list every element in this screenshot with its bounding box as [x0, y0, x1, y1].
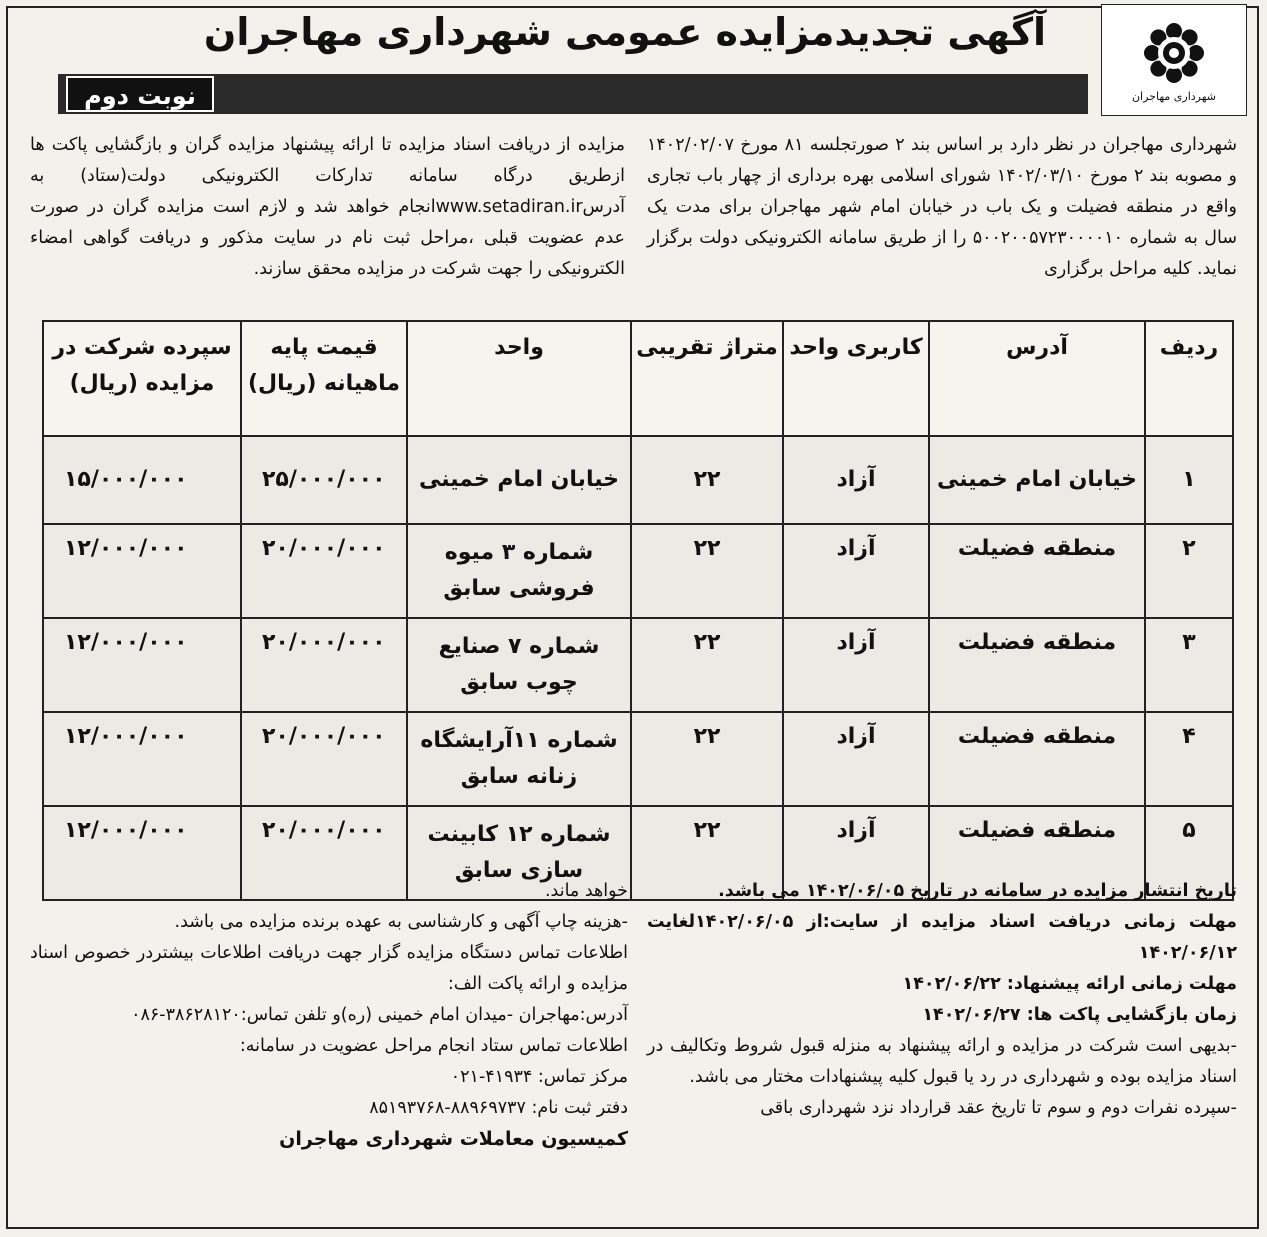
cell-base-price: ۲۰/۰۰۰/۰۰۰: [241, 712, 407, 806]
cell-deposit: ۱۲/۰۰۰/۰۰۰: [43, 618, 241, 712]
commission-signature: کمیسیون معاملات شهرداری مهاجران: [279, 1128, 628, 1150]
cell-usage: آزاد: [783, 436, 929, 524]
intro-left-text-cont: انجام خواهد شد و لازم است مزایده گران در صورت عدم عضویت قبلی ،مراحل ثبت نام در سایت مذکور و دریافت گواهی امضاء الکترونیکی را جهت شرکت در مزایده محقق سازند.: [30, 197, 625, 279]
cell-address: منطقه فضیلت: [929, 618, 1145, 712]
table-header-row: [43, 321, 1233, 436]
cell-deposit: ۱۲/۰۰۰/۰۰۰: [43, 806, 241, 900]
cell-usage: آزاد: [783, 806, 929, 900]
cell-row-number: ۴: [1145, 712, 1233, 806]
cell-area: ۲۲: [631, 806, 783, 900]
cell-unit: خیابان امام خمینی: [407, 436, 631, 524]
cell-address: منطقه فضیلت: [929, 806, 1145, 900]
terms-note: -بدیهی است شرکت در مزایده و ارائه پیشنهاد به منزله قبول شروط وتکالیف در اسناد مزایده بوده و شهرداری در رد یا قبول کلیه پیشنهادات مختار می باشد.: [647, 1036, 1237, 1087]
cell-unit: شماره ۱۱آرایشگاه زنانه سابق: [407, 712, 631, 806]
cell-deposit: ۱۲/۰۰۰/۰۰۰: [43, 524, 241, 618]
cell-address: منطقه فضیلت: [929, 524, 1145, 618]
intro-left-text: مزایده از دریافت اسناد مزایده تا ارائه پیشنهاد مزایده گران و بازگشایی پاکت ها ازطریق درگاه سامانه تدارکات الکترونیکی دولت(ستاد) به آدرس: [30, 135, 625, 217]
offer-deadline: مهلت زمانی ارائه پیشنهاد: ۱۴۰۲/۰۶/۲۲: [902, 974, 1237, 994]
documents-deadline: مهلت زمانی دریافت اسناد مزایده از سایت:از ۱۴۰۲/۰۶/۰۵لغایت ۱۴۰۲/۰۶/۱۲: [647, 912, 1237, 963]
cell-unit: شماره ۷ صنایع چوب سابق: [407, 618, 631, 712]
opening-time: زمان بازگشایی پاکت ها: ۱۴۰۲/۰۶/۲۷: [922, 1005, 1237, 1025]
cell-usage: آزاد: [783, 524, 929, 618]
cell-usage: آزاد: [783, 712, 929, 806]
contact-column: [30, 876, 628, 1155]
cell-area: ۲۲: [631, 618, 783, 712]
cell-area: ۲۲: [631, 524, 783, 618]
municipality-logo: [1101, 4, 1247, 116]
intro-paragraph-right: شهرداری مهاجران در نظر دارد بر اساس بند ۲ صورتجلسه ۸۱ مورخ ۱۴۰۲/۰۲/۰۷ و مصوبه بند ۲ مورخ ۱۴۰۲/۰۳/۱۰ شورای اسلامی بهره برداری از چهار باب تجاری واقع در منطقه فضیلت و یک باب در خیابان امام شهر مهاجران برای مدت یک سال به شماره ۵۰۰۲۰۰۵۷۲۳۰۰۰۰۱۰ را از طریق سامانه الکترونیکی دولت برگزار نماید. کلیه مراحل برگزاری: [647, 135, 1237, 279]
call-center: مرکز تماس: ۴۱۹۳۴-۰۲۱: [450, 1067, 628, 1087]
table-row: [43, 436, 1233, 524]
table-row: [43, 524, 1233, 618]
cell-deposit: ۱۲/۰۰۰/۰۰۰: [43, 712, 241, 806]
cell-row-number: ۱: [1145, 436, 1233, 524]
setad-contact-intro: اطلاعات تماس ستاد انجام مراحل عضویت در سامانه:: [239, 1036, 628, 1056]
header-base-price: قیمت پایه ماهیانه (ریال): [241, 321, 407, 436]
cell-base-price: ۲۰/۰۰۰/۰۰۰: [241, 524, 407, 618]
contact-intro: اطلاعات تماس دستگاه مزایده گزار جهت دریافت اطلاعات بیشتردر خصوص اسناد مزایده و ارائه پاکت الف:: [30, 943, 628, 994]
cell-area: ۲۲: [631, 712, 783, 806]
header-deposit: سپرده شرکت در مزایده (ریال): [43, 321, 241, 436]
cell-row-number: ۲: [1145, 524, 1233, 618]
cell-area: ۲۲: [631, 436, 783, 524]
cell-usage: آزاد: [783, 618, 929, 712]
intro-paragraph-left: [30, 130, 625, 285]
cell-row-number: ۵: [1145, 806, 1233, 900]
header-row-number: ردیف: [1145, 321, 1233, 436]
auction-items-table: [42, 320, 1234, 901]
cell-address: منطقه فضیلت: [929, 712, 1145, 806]
table-row: [43, 712, 1233, 806]
cell-address: خیابان امام خمینی: [929, 436, 1145, 524]
header-unit: واحد: [407, 321, 631, 436]
cell-unit: شماره ۳ میوه فروشی سابق: [407, 524, 631, 618]
registration-office: دفتر ثبت نام: ۸۸۹۶۹۷۳۷-۸۵۱۹۳۷۶۸: [369, 1098, 628, 1118]
schedule-column: [647, 876, 1237, 1124]
round-badge: نوبت دوم: [66, 76, 214, 112]
notice-title: آگهی تجدیدمزایده عمومی شهرداری مهاجران: [203, 10, 1047, 54]
cell-row-number: ۳: [1145, 618, 1233, 712]
contact-address: آدرس:مهاجران -میدان امام خمینی (ره)و تلفن تماس:۳۸۶۲۸۱۲۰-۰۸۶: [131, 1005, 628, 1025]
table-row: [43, 618, 1233, 712]
header-usage: کاربری واحد: [783, 321, 929, 436]
publish-date: تاریخ انتشار مزایده در سامانه در تاریخ ۱۴۰۲/۰۶/۰۵ می باشد.: [718, 881, 1237, 901]
cell-base-price: ۲۵/۰۰۰/۰۰۰: [241, 436, 407, 524]
cost-note: -هزینه چاپ آگهی و کارشناسی به عهده برنده مزایده می باشد.: [174, 912, 628, 932]
flower-logo-icon: [1139, 18, 1209, 88]
deposit-note-cont: خواهد ماند.: [544, 881, 628, 901]
cell-unit: شماره ۱۲ کابینت سازی سابق: [407, 806, 631, 900]
setad-url: www.setadiran.ir: [435, 197, 583, 217]
header-address: آدرس: [929, 321, 1145, 436]
cell-deposit: ۱۵/۰۰۰/۰۰۰: [43, 436, 241, 524]
cell-base-price: ۲۰/۰۰۰/۰۰۰: [241, 618, 407, 712]
cell-base-price: ۲۰/۰۰۰/۰۰۰: [241, 806, 407, 900]
header-area: متراژ تقریبی: [631, 321, 783, 436]
logo-caption: شهرداری مهاجران: [1131, 89, 1217, 103]
deposit-note: -سپرده نفرات دوم و سوم تا تاریخ عقد قرارداد نزد شهرداری باقی: [760, 1098, 1237, 1118]
